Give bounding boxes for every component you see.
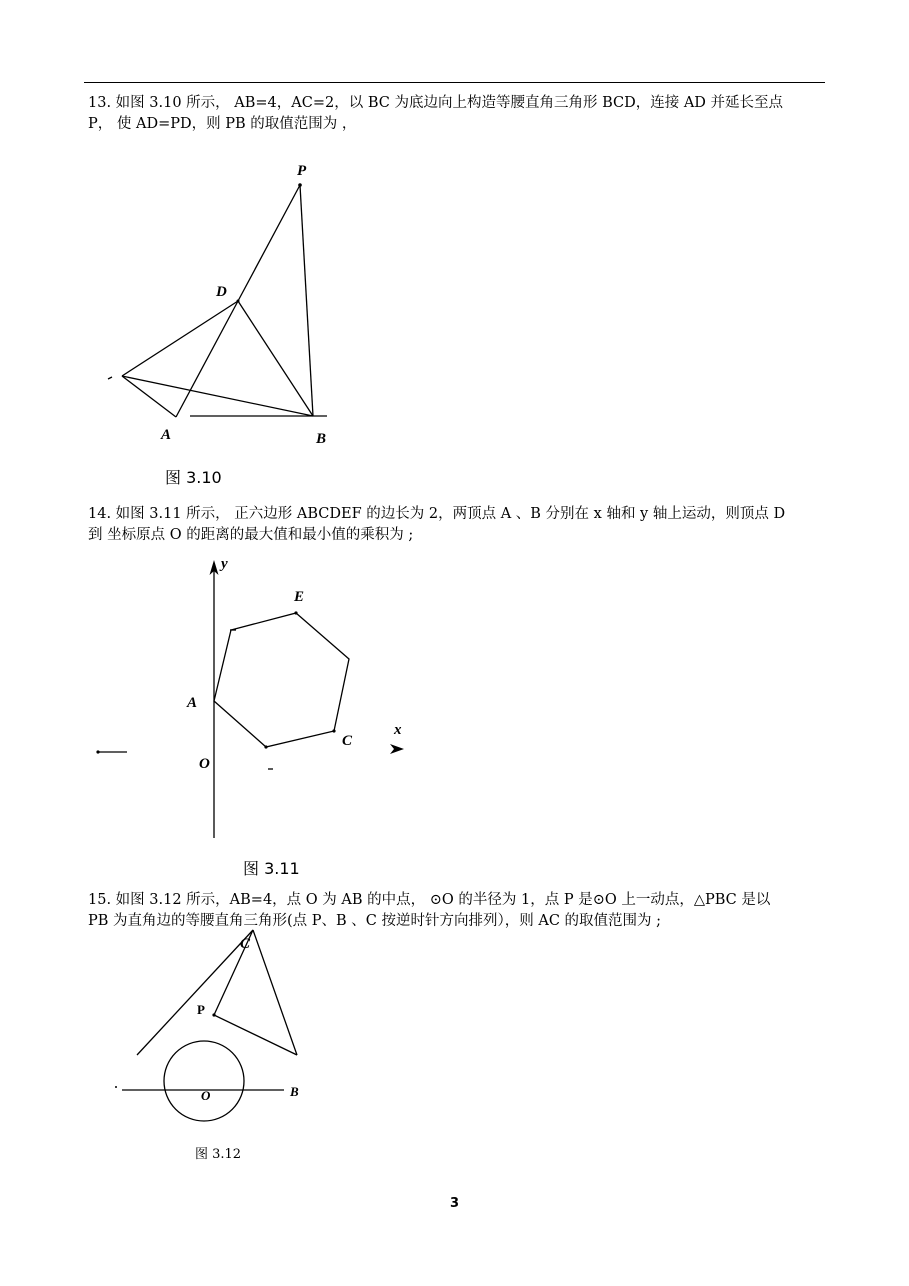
label-d: D [216, 284, 227, 300]
point-p [212, 1013, 215, 1016]
label-a: A [187, 695, 198, 711]
label-c: C [342, 733, 353, 749]
label-b: B [290, 1084, 299, 1099]
segment-cb [253, 930, 297, 1055]
caption-3-10: 图 3.10 [165, 468, 222, 487]
circle-o [164, 1041, 244, 1121]
label-c: C [240, 936, 251, 952]
label-x: x [394, 722, 402, 738]
problem-15-line2: PB 为直角边的等腰直角三角形(点 P、B 、C 按逆时针方向排列），则 AC 的取值范围为 ; [88, 913, 662, 929]
page-number: 3 [449, 1196, 460, 1211]
label-b: B [316, 431, 327, 447]
caption-3-12: 图 3.12 [195, 1147, 242, 1162]
problem-14-line1: 14. 如图 3.11 所示， 正六边形 ABCDEF 的边长为 2，两顶点 A 、B 分别在 x 轴和 y 轴上运动，则顶点 D [88, 506, 786, 522]
problem-13-line1: 13. 如图 3.10 所示， AB=4，AC=2，以 BC 为底边向上构造等腰直角三角形 BCD，连接 AD 并延长至点 [88, 95, 784, 111]
segment-ac [137, 930, 253, 1055]
point-a [115, 1086, 117, 1088]
label-o: O [201, 1088, 211, 1103]
label-e: E [294, 589, 305, 605]
label-a: A [161, 427, 172, 443]
label-o: O [199, 756, 210, 772]
label-p: P [297, 163, 307, 179]
label-p: P [197, 1002, 205, 1017]
caption-3-11: 图 3.11 [243, 859, 300, 878]
problem-13-line2: P， 使 AD=PD，则 PB 的取值范围为 ， [88, 116, 357, 132]
problem-14-line2: 到 坐标原点 O 的距离的最大值和最小值的乘积为 ; [88, 527, 414, 543]
problem-15-line1: 15. 如图 3.12 所示，AB=4，点 O 为 AB 的中点， ⊙O 的半径为 1，点 P 是⊙O 上一动点，△PBC 是以 [88, 892, 771, 908]
label-y: y [221, 556, 228, 572]
